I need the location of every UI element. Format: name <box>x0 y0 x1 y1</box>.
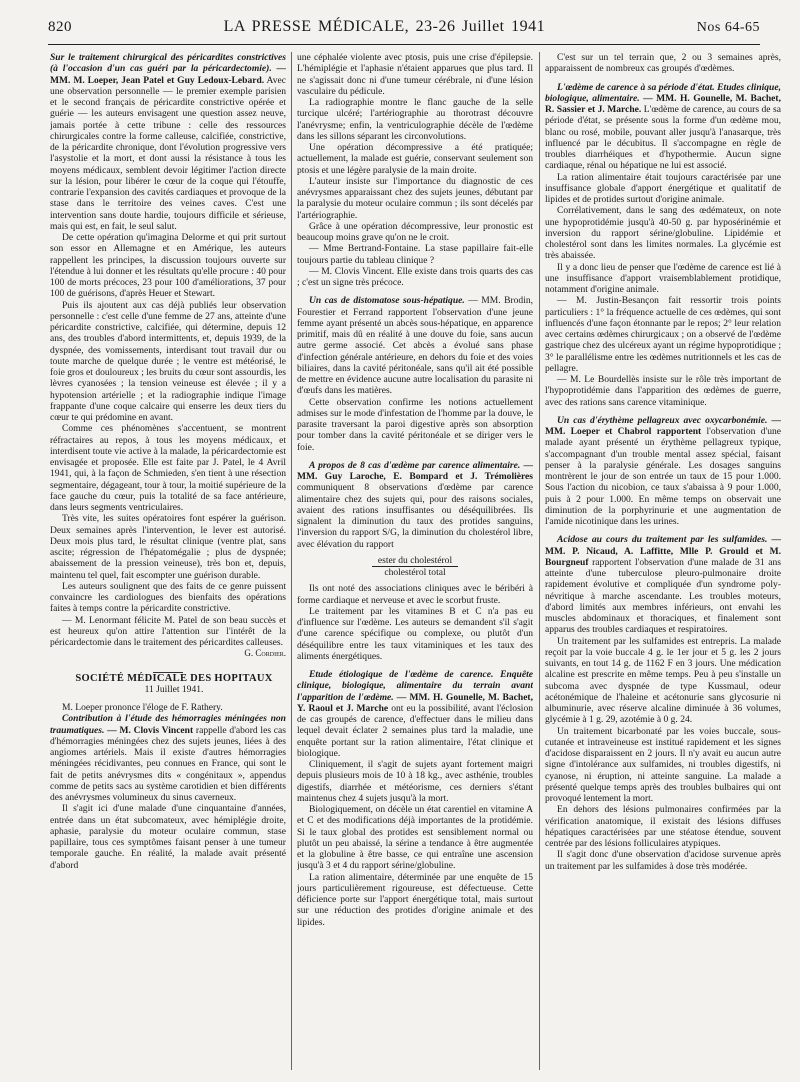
article-paragraph <box>545 82 781 172</box>
article-heading: Etude étiologique de l'œdème de carence. Enquête clinique, biologique, alimentaire du terrain avant l'apparition de l'œdème. <box>297 669 533 703</box>
article-paragraph: La ration alimentaire, déterminée par une enquête de 15 jours particulièrement rigoureuse, est défectueuse. Cette déficience porte sur l'apport énergétique total, mais surtout sur une réduction des protides d'origine animale et des lipides. <box>297 871 533 928</box>
header-rule <box>48 44 760 45</box>
article-paragraph: De cette opération qu'imagina Delorme et qui prit surtout son essor en Allemagne et en Amérique, les auteurs rappellent les principes, la discussion toujours ouverte sur l'étendue à lui donner et les résultats qu'elle procure : 40 pour 100 de morts précoces, 23 pour 100 d'améliorations, 37 pour 100 de guérisons, d'après Heuer et Stewart. <box>50 232 286 300</box>
article-paragraph: Cette observation confirme les notions actuellement admises sur le mode d'infestation de l'homme par la douve, le parasite traversant la paroi digestive après son absorption pour tomber dans la cavité péritonéale et se diriger vers le foie. <box>297 396 533 453</box>
article-text: ont eu la possibilité, avant l'éclosion de cas groupés de carence, d'effectuer dans le milieu dans lequel devait éclater 2 semaines plus tard la maladie, une enquête portant sur la ration alimentaire, l'état clinique et biologique. <box>297 702 533 759</box>
column-divider <box>291 52 292 1070</box>
column-divider <box>539 52 540 1070</box>
column-right <box>545 52 781 1070</box>
article-paragraph: — M. Le Bourdellès insiste sur le rôle très important de l'hypoprotidémie dans l'apparition des œdèmes de guerre, avec des rations sans carence vitaminique. <box>545 374 781 408</box>
society-date: 11 Juillet 1941. <box>144 683 204 695</box>
author-signature: G. Cordier. <box>244 648 286 659</box>
article-text: L'œdème de carence, au cours de sa période d'état, se présente sous la forme d'un œdème mou, blanc ou rosé, mobile, pouvant aller jusqu'à l'anasarque, très influencé par le décubitus. Il s'accompagne en règle de troubles diarrhéiques et d'hypothermie. Aucun signe cardiaque, rénal ou hépatique ne lui est associé. <box>545 104 781 172</box>
issue-numbers: Nos 64-65 <box>696 20 760 35</box>
article-heading: L'œdème de carence à sa période d'état. Etudes clinique, biologique, alimentaire. <box>545 81 781 104</box>
article-authors: — MM. P. Nicaud, A. Laffitte, Mlle P. Grould et M. Bourgneuf <box>545 534 781 568</box>
article-paragraph: Cliniquement, il s'agit de sujets ayant fortement maigri depuis plusieurs mois de 10 à 18 kg., avec asthénie, troubles digestifs, diarrhée et météorisme, ces derniers s'étant maintenus chez 4 sujets jusqu'à la mort. <box>297 759 533 804</box>
article-paragraph: Corrélativement, dans le sang des œdémateux, on note une hypoprotidémie jusqu'à 40-50 g. par hyposérinémie et inversion du rapport sérine/globuline. Lipidémie et cholestérol sont dans les limites normales. La glycémie est très abaissée. <box>545 205 781 262</box>
article-text: rapportent l'observation d'une malade de 31 ans atteinte d'une tuberculose pleuro-pulmonaire droite rapidement évolutive et compliquée d'un syndrome poly-névritique à marche ascendante. Les troubles moteurs, d'abord limités aux membres inférieurs, ont envahi les muscles abdominaux et thoraciques, et finalement sont apparus des troubles cardiaques et respiratoires. <box>545 556 781 636</box>
article-paragraph: En dehors des lésions pulmonaires confirmées par la vérification anatomique, il existait des lésions diffuses hépatiques caractérisées par une stéatose étendue, souvent centrée par des lésions folliculaires atypiques. <box>545 804 781 849</box>
article-authors: — MM. H. Gounelle, M. Bachet, R. Sassier et J. Marche. <box>545 92 781 115</box>
ratio-fraction <box>297 555 533 579</box>
article-paragraph <box>297 460 533 550</box>
article-paragraph: une céphalée violente avec ptosis, puis une crise d'épilepsie. L'hémiplégie et l'aphasie n'étaient apparues que plus tard. Il ne s'agissait donc ni d'une tumeur cérébrale, ni d'une lésion vasculaire du pédicule. <box>297 52 533 97</box>
article-text: — MM. Brodin, Fourestier et Ferrand rapportent l'observation d'une jeune femme ayant présenté un abcès sous-hépatique, en apparence primitif, mais dû en réalité à une douve du foie, sans aucun autre germe associé. Cet abcès a évolué sans phase d'infection générale antérieure, en dehors du foie et des voies biliaires, dans la cavité péritonéale, sans qu'il ait été possible de mettre en évidence aucune autre localisation du parasite ni d'œufs dans les matières. <box>297 295 533 397</box>
article-paragraph: Le traitement par les vitamines B et C n'a pas eu d'influence sur l'œdème. Les auteurs se demandent s'il s'agit d'une carence spécifique ou complexe, ou plutôt d'un déséquilibre entre les taux vitaminiques et les taux des aliments énergétiques. <box>297 605 533 662</box>
article-text: rappelle d'abord les cas d'hémorragies méningées chez des sujets jeunes, liées à des angiomes artériels. Mais il existe d'autres hémorragies méningées récidivantes, peu connues en France, qui sont le fait de petits anévrysmes dits « congénitaux », appendus comme de petits sacs au système carotidien et bien différents des anévrysmes volumineux du sinus caverneux. <box>50 724 286 803</box>
article-authors: — MM. M. Loeper, Jean Patel et Guy Ledoux-Lebard. <box>50 63 286 86</box>
article-text: communiquent 8 observations d'œdème par carence alimentaire chez des sujets qui, pour des raisons sociales, avaient des rations insuffisantes ou déséquilibrées. Ils signalent la diminution du taux des protides sanguins, l'inversion du rapport S/G, la diminution du cholestérol libre, avec élévation du rapport <box>297 482 533 550</box>
article-paragraph <box>50 52 286 232</box>
article-paragraph <box>545 415 781 528</box>
page-number: 820 <box>48 19 72 35</box>
article-paragraph: — Mme Bertrand-Fontaine. La stase papillaire fait-elle toujours partie du tableau clinique ? <box>297 243 533 266</box>
article-paragraph <box>545 534 781 635</box>
article-paragraph: Il s'agit ici d'une malade d'une cinquantaine d'années, entrée dans un état subcomateux, avec hémiplégie droite, aphasie, paralysie du moteur oculaire commun, stase papillaire, tous ces symptômes faisant penser à une tumeur temporale gauche. En réalité, la malade avait présenté d'abord <box>50 803 286 871</box>
article-authors: — MM. H. Gounelle, M. Bachet, Y. Raoul et J. Marche <box>297 691 533 714</box>
article-paragraph: Un traitement par les sulfamides est entrepris. La malade reçoit par la voie buccale 4 g. le 1er jour et 5 g. les 2 jours suivants, en tout 14 g. de 1162 F en 3 jours. Une médication alcaline est prescrite en même temps. Peu à peu s'installe un subcoma avec dyspnée de type Kussmaul, odeur acétonémique de l'haleine et acétonurie sans glycosurie ni albuminurie, avec réserve alcaline diminuée à 36 volumes, glycémie à 1 g. 29, azotémie à 0 g. 24. <box>545 635 781 726</box>
article-paragraph: — M. Justin-Besançon fait ressortir trois points particuliers : 1° la fréquence actuelle de ces œdèmes, qui sont influencés d'une façon étonnante par le repos; 2° leur relation avec certains œdèmes chirurgicaux ; on a observé de l'œdème gastrique chez des ulcéreux ayant un régime hypoprotidique ; 3° le parallélisme entre les œdèmes nutritionnels et les cas de pellagre. <box>545 295 781 374</box>
article-heading: Sur le traitement chirurgical des péricardites constrictives (à l'occasion d'un cas guéri par la péricardectomie). <box>50 52 286 75</box>
article-authors: — M. Clovis Vincent <box>107 724 194 736</box>
article-paragraph <box>50 713 286 803</box>
article-paragraph: La radiographie montre le flanc gauche de la selle turcique ulcéré; l'artériographie au thorotrast découvre l'anévrysme; enfin, la ventriculographie décèle de l'œdème dans les sillons séparant les circonvolutions. <box>297 97 533 142</box>
journal-title: LA PRESSE MÉDICALE, 23-26 Juillet 1941 <box>223 18 546 35</box>
article-paragraph: Grâce à une opération décompressive, leur pronostic est beaucoup moins grave qu'on ne le croit. <box>297 220 533 243</box>
article-paragraph: Biologiquement, on décèle un état carentiel en vitamine A et C et des modifications déjà importantes de la protidémie. Si le taux global des protides est sensiblement normal ou plutôt un peu abaissé, la sérine a tendance à être augmentée et la globuline à être basse, ce qui entraîne une ascension jusqu'à 3 et 4 du rapport sérine/globuline. <box>297 804 533 872</box>
article-paragraph <box>297 295 533 396</box>
article-paragraph: — M. Lenormant félicite M. Patel de son beau succès et est heureux qu'on attire l'attention sur l'intérêt de la péricardectomie dans le traitement des péricardites calleuses. <box>50 614 286 648</box>
article-paragraph: L'auteur insiste sur l'importance du diagnostic de ces anévrysmes apparaissant chez des sujets jeunes, débutant par la paralysie du moteur oculaire commun ; ils sont décelés par l'artériographie. <box>297 175 533 221</box>
article-paragraph: M. Loeper prononce l'éloge de F. Rathery. <box>62 702 223 713</box>
article-paragraph: Une opération décompressive a été pratiquée; actuellement, la malade est guérie, conservant seulement son ptosis et une légère paralysie de la main droite. <box>297 142 533 176</box>
article-text: l'observation d'une malade ayant présenté un érythème pellagreux typique, s'accompagnant d'un trouble mental assez spécial, faisant penser à la paralysie générale. Les dosages sanguins montrèrent le jour de son entrée un taux de 15 pour 1.000. Sous l'action du nicobion, ce taux s'abaissa à 9 pour 1.000, puis à 2 pour 1.000. En même temps on observait une diminution de la porphyrinurie et une augmentation de l'amide nicotinique dans les urines. <box>545 426 781 527</box>
page-header <box>48 18 760 44</box>
article-heading: A propos de 8 cas d'œdème par carence alimentaire. <box>309 459 521 471</box>
article-paragraph: La ration alimentaire était toujours caractérisée par une insuffisance globale d'apport énergétique et qualitatif de lipides et de protides surtout d'origine animale. <box>545 171 781 205</box>
article-paragraph: Très vite, les suites opératoires font espérer la guérison. Deux semaines après l'intervention, le lever est autorisé. Deux mois plus tard, le résultat clinique (ventre plat, sans ascite; régression de l'hépatomégalie ; plus de dyspnée; abaissement de la pression veineuse), très bon et, depuis, maintenu tel quel, fait escompter une guérison durable. <box>50 513 286 581</box>
article-paragraph: Il y a donc lieu de penser que l'œdème de carence est lié à une insuffisance d'apport vraisemblablement protidique, notamment d'origine animale. <box>545 261 781 295</box>
article-authors: — MM. Guy Laroche, E. Bompard et J. Trémolières <box>297 459 533 482</box>
article-paragraph: Un traitement bicarbonaté par les voies buccale, sous-cutanée et intraveineuse est institué rapidement et les signes d'acidose disparaissent en 2 jours. Il n'y avait eu aucun autre signe d'intolérance aux sulfamides, ni troubles digestifs, ni cyanose, ni éruption, ni atteinte sanguine. La malade a présenté quelque temps après des troubles bulbaires qui ont provoqué lentement la mort. <box>545 725 781 804</box>
article-heading: Un cas de distomatose sous-hépatique. <box>309 295 465 307</box>
article-heading: Acidose au cours du traitement par les sulfamides. <box>557 534 768 546</box>
article-authors: — MM. Loeper et Chabrol rapportent <box>545 414 781 437</box>
article-heading: Contribution à l'étude des hémorragies méningées non traumatiques. <box>50 713 286 736</box>
article-paragraph: Comme ces phénomènes s'accentuent, se montrent réfractaires au repos, à tous les moyens médicaux, et interdisent toute vie active à la malade, la péricardectomie est envisagée et proposée. Elle est faite par J. Patel, le 4 Avril 1941, qui, à la façon de Schmieden, s'en tient à une résection segmentaire, dégageant, tour à tour, la moitié supérieure de la face gauche du cœur, puis la totalité de sa face antérieure, dans leurs segments ventriculaires. <box>50 423 286 513</box>
article-paragraph: Puis ils ajoutent aux cas déjà publiés leur observation personnelle : c'est celle d'une femme de 27 ans, atteinte d'une péricardite constrictive, calcifiée, qui détermine, depuis 12 ans, des troubles d'abord intermittents, et, depuis 1939, de la dyspnée, des vomissements, interdisant tout travail dur ou toute marche de quelque durée ; le ventre est météorisé, le foie gros et douloureux ; les bruits du cœur sont assourdis, les lèvres cyanosées ; la tension veineuse est élevée ; il y a hypotension artérielle ; et la radiographie indique l'image frappante d'une coque calcaire qui enserre les deux tiers du cœur te qui prédomine en avant. <box>50 299 286 423</box>
article-paragraph <box>297 669 533 759</box>
article-paragraph: Les auteurs soulignent que des faits de ce genre puissent convaincre les cardiologues des bienfaits des opérations faites à temps contre la péricardite constrictive. <box>50 580 286 615</box>
article-paragraph: Ils ont noté des associations cliniques avec le béribéri à forme cardiaque et nerveuse et avec le scorbut fruste. <box>297 583 533 606</box>
article-paragraph: — M. Clovis Vincent. Elle existe dans trois quarts des cas ; c'est un signe très précoce. <box>297 265 533 288</box>
article-paragraph: Il s'agit donc d'une observation d'acidose survenue après un traitement par les sulfamides à dose très modérée. <box>545 849 781 872</box>
column-middle <box>297 52 533 1070</box>
article-text: Avec une observation personnelle — le premier exemple parisien et le second français de péricardite constrictive opérée et guérie — les auteurs envisagent une question assez neuve, jamais portée à cette tribune : celle des ressources chirurgicales contre la forme calleuse, calcifiée, constrictive, de la péricardite chronique, dont l'évolution progressive vers l'asystolie et la mort, et dont aussi la résistance à tous les moyens médicaux, semblent devoir légitimer l'action directe sur la lésion, pour libérer le cœur de la coque qui l'étouffe, contrarie l'expansion des cavités cardiaques et provoque de la stase dans le territoire des veines caves. C'est une intervention sans doute hardie, toujours difficile et sérieuse, mais qui est, en fait, le seul salut. <box>50 74 286 232</box>
fraction-numerator: ester du cholestérol <box>372 555 458 567</box>
column-left <box>50 52 286 1070</box>
fraction-denominator: cholestérol total <box>384 567 446 578</box>
article-heading: Un cas d'érythème pellagreux avec oxycarbonémie. <box>557 414 768 426</box>
society-heading: SOCIÉTÉ MÉDICALE DES HOPITAUX <box>75 672 273 684</box>
article-paragraph: C'est sur un tel terrain que, 2 ou 3 semaines après, apparaissent de nombreux cas groupés d'œdèmes. <box>545 52 781 75</box>
